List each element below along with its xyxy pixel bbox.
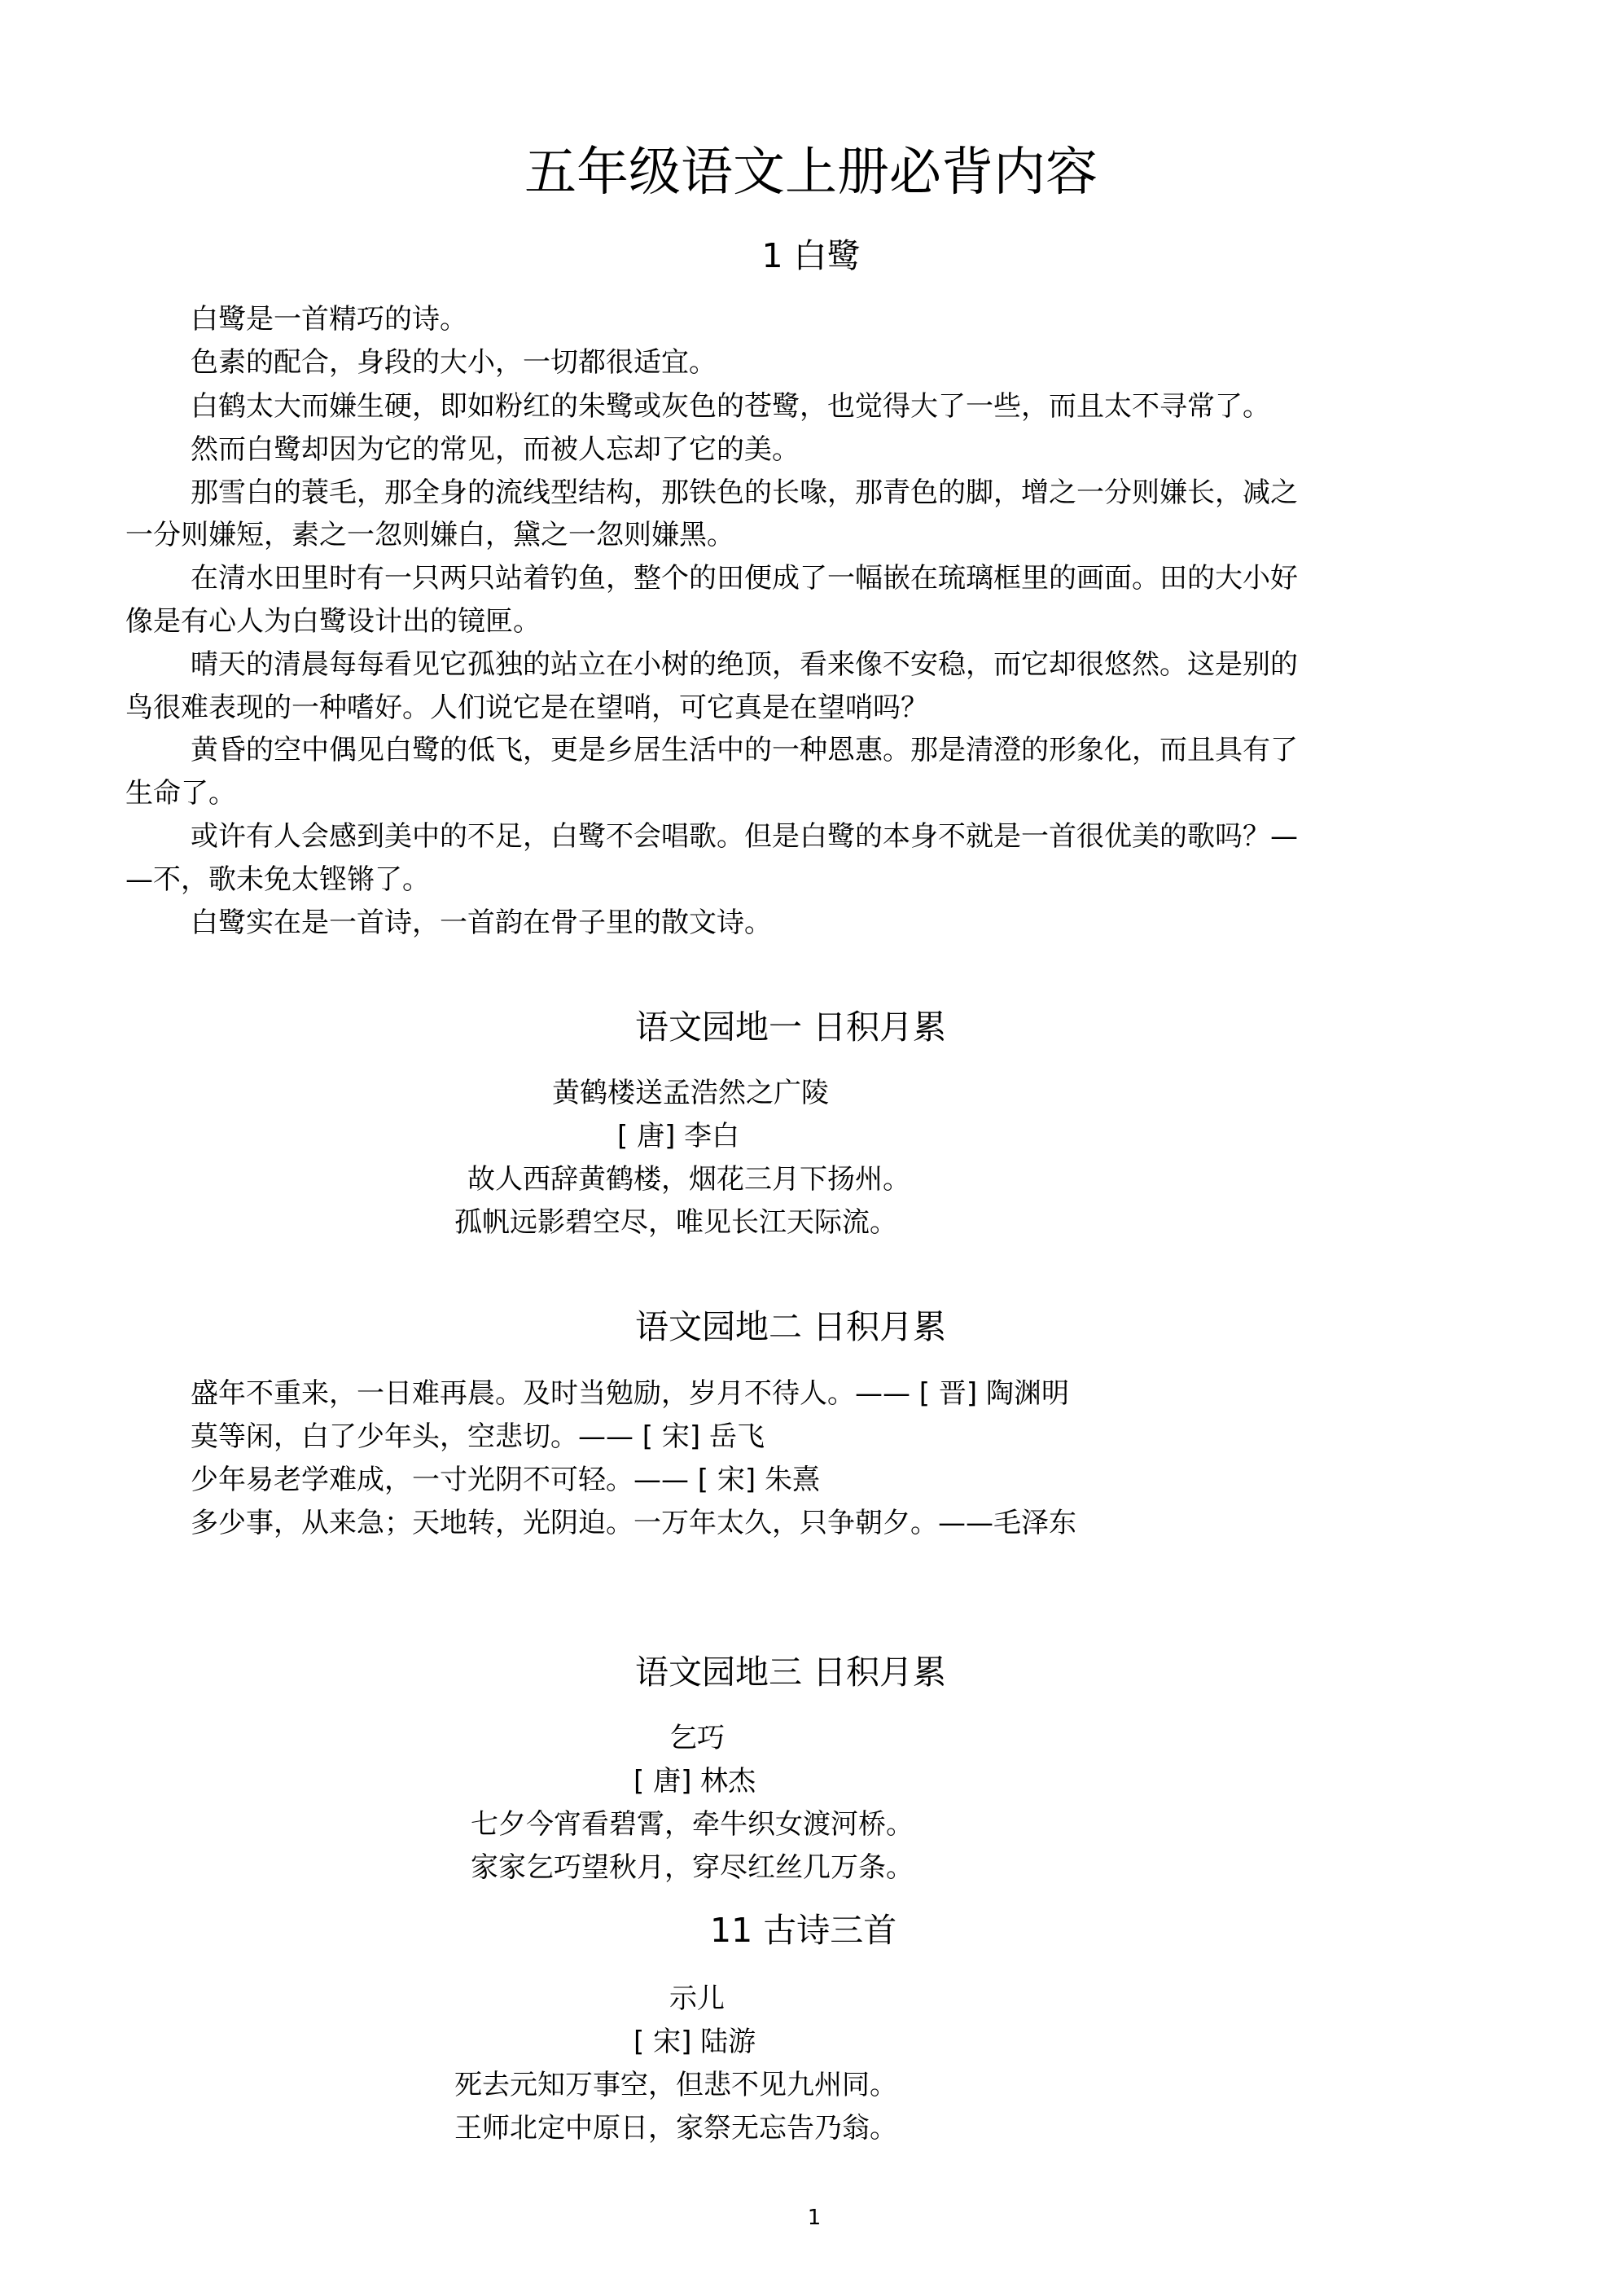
- quote-line: 多少事，从来急；天地转，光阴迫。一万年太久，只争朝夕。——毛泽东: [191, 1507, 1076, 1539]
- section-heading-ancient-poems: 11 古诗三首: [710, 1911, 897, 1950]
- poem-line: 七夕今宵看碧霄，牵牛织女渡河桥。: [471, 1808, 914, 1841]
- quote-line: 莫等闲，白了少年头，空悲切。—— [ 宋] 岳飞: [191, 1420, 765, 1453]
- poem-author: [ 唐] 林杰: [633, 1765, 756, 1798]
- quote-line: 盛年不重来，一日难再晨。及时当勉励，岁月不待人。—— [ 晋] 陶渊明: [191, 1377, 1069, 1410]
- paragraph-line: 白鹭实在是一首诗，一首韵在骨子里的散文诗。: [191, 907, 772, 939]
- section-heading-bailu: 1 白鹭: [761, 236, 861, 275]
- paragraph-line: 鸟很难表现的一种嗜好。人们说它是在望哨，可它真是在望哨吗？: [125, 691, 928, 724]
- poem-title: 乞巧: [669, 1722, 725, 1754]
- poem-title: 黄鹤楼送孟浩然之广陵: [552, 1077, 829, 1109]
- poem-line: 孤帆远影碧空尽，唯见长江天际流。: [454, 1206, 897, 1239]
- poem-author: [ 宋] 陆游: [633, 2026, 756, 2058]
- page-number: 1: [807, 2206, 822, 2230]
- paragraph-line: 或许有人会感到美中的不足，白鹭不会唱歌。但是白鹭的本身不就是一首很优美的歌吗？—: [191, 820, 1298, 853]
- paragraph-line: 白鹭是一首精巧的诗。: [191, 303, 467, 336]
- paragraph-line: 在清水田里时有一只两只站着钓鱼，整个的田便成了一幅嵌在琉璃框里的画面。田的大小好: [191, 562, 1298, 595]
- poem-line: 故人西辞黄鹤楼，烟花三月下扬州。: [467, 1163, 910, 1196]
- paragraph-line: 白鹤太大而嫌生硬，即如粉红的朱鹭或灰色的苍鹭，也觉得大了一些，而且太不寻常了。: [191, 390, 1270, 423]
- paragraph-line: 一分则嫌短，素之一忽则嫌白，黛之一忽则嫌黑。: [125, 519, 734, 551]
- quote-line: 少年易老学难成，一寸光阴不可轻。—— [ 宋] 朱熹: [191, 1464, 820, 1496]
- page-title: 五年级语文上册必背内容: [524, 143, 1098, 203]
- poem-line: 王师北定中原日，家祭无忘告乃翁。: [454, 2112, 897, 2145]
- poem-line: 家家乞巧望秋月，穿尽红丝几万条。: [471, 1851, 914, 1884]
- paragraph-line: —不，歌未免太铿锵了。: [125, 863, 430, 896]
- paragraph-line: 像是有心人为白鹭设计出的镜匣。: [125, 605, 541, 638]
- poem-title: 示儿: [669, 1982, 725, 2015]
- section-heading-garden-1: 语文园地一 日积月累: [635, 1008, 947, 1047]
- poem-author: [ 唐] 李白: [617, 1120, 740, 1152]
- paragraph-line: 色素的配合，身段的大小，一切都很适宜。: [191, 346, 717, 379]
- poem-line: 死去元知万事空，但悲不见九州同。: [454, 2069, 897, 2101]
- paragraph-line: 那雪白的蓑毛，那全身的流线型结构，那铁色的长喙，那青色的脚，增之一分则嫌长，减之: [191, 476, 1298, 509]
- paragraph-line: 黄昏的空中偶见白鹭的低飞，更是乡居生活中的一种恩惠。那是清澄的形象化，而且具有了: [191, 734, 1298, 766]
- paragraph-line: 然而白鹭却因为它的常见，而被人忘却了它的美。: [191, 433, 800, 466]
- paragraph-line: 生命了。: [125, 777, 236, 810]
- paragraph-line: 晴天的清晨每每看见它孤独的站立在小树的绝顶，看来像不安稳，而它却很悠然。这是别的: [191, 648, 1298, 681]
- section-heading-garden-2: 语文园地二 日积月累: [635, 1307, 947, 1346]
- section-heading-garden-3: 语文园地三 日积月累: [635, 1653, 947, 1692]
